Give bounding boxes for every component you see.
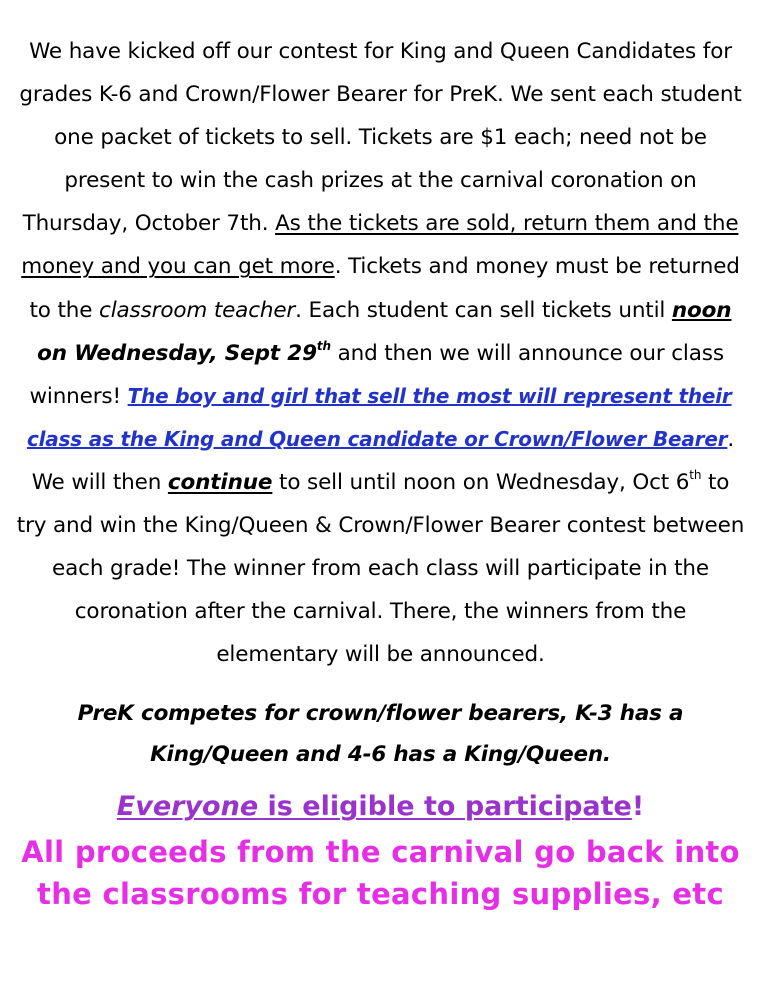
ordinal-suffix-6: th	[689, 467, 702, 482]
noon-emphasis: noon	[671, 297, 732, 323]
eligibility-bang: !	[631, 791, 645, 823]
contest-announcement	[14, 30, 747, 676]
return-tickets-instruction: As the tickets are sold, return them and the money and you can get more	[21, 211, 739, 280]
ordinal-suffix-29: th	[316, 338, 331, 353]
continue-lead-text: . We will then	[31, 426, 735, 495]
eligibility-line	[14, 787, 747, 827]
grade-division-note: PreK competes for crown/flower bearers, K-3 has a King/Queen and 4-6 has a King/Queen.	[77, 701, 684, 768]
proceeds-note: All proceeds from the carnival go back into the classrooms for teaching supplies, etc	[21, 835, 740, 912]
classroom-teacher-text: classroom teacher	[99, 297, 296, 323]
return-text: . Tickets and money must be returned to the	[29, 254, 740, 323]
intro-text: We have kicked off our contest for King and Queen Candidates for grades K-6 and Crown/Flower Bearer for PreK. We sent each student one packet of tickets to sell. Tickets are $1 each; need not be present to win the cash prizes at the carnival coronation on Thursday, October 7th.	[19, 39, 742, 237]
continue-emphasis: continue	[167, 469, 273, 495]
class-winner-callout: The boy and girl that sell the most will represent their class as the King and Queen candidate or Crown/Flower Bearer	[26, 383, 732, 451]
everyone-word: Everyone	[116, 791, 259, 823]
eligibility-text: is eligible to participate	[258, 791, 632, 823]
oct-6-text: to sell until noon on Wednesday, Oct 6	[272, 469, 690, 495]
deadline-date: on Wednesday, Sept 29	[37, 340, 317, 366]
sell-until-text: . Each student can sell tickets until	[295, 297, 672, 323]
closing-text: to try and win the King/Queen & Crown/Flower Bearer contest between each grade! The winner from each class will participate in the coronation after the carnival. There, the winners from the elementary will be announced.	[16, 469, 745, 668]
announce-text: and then we will announce our class winners!	[29, 340, 724, 409]
